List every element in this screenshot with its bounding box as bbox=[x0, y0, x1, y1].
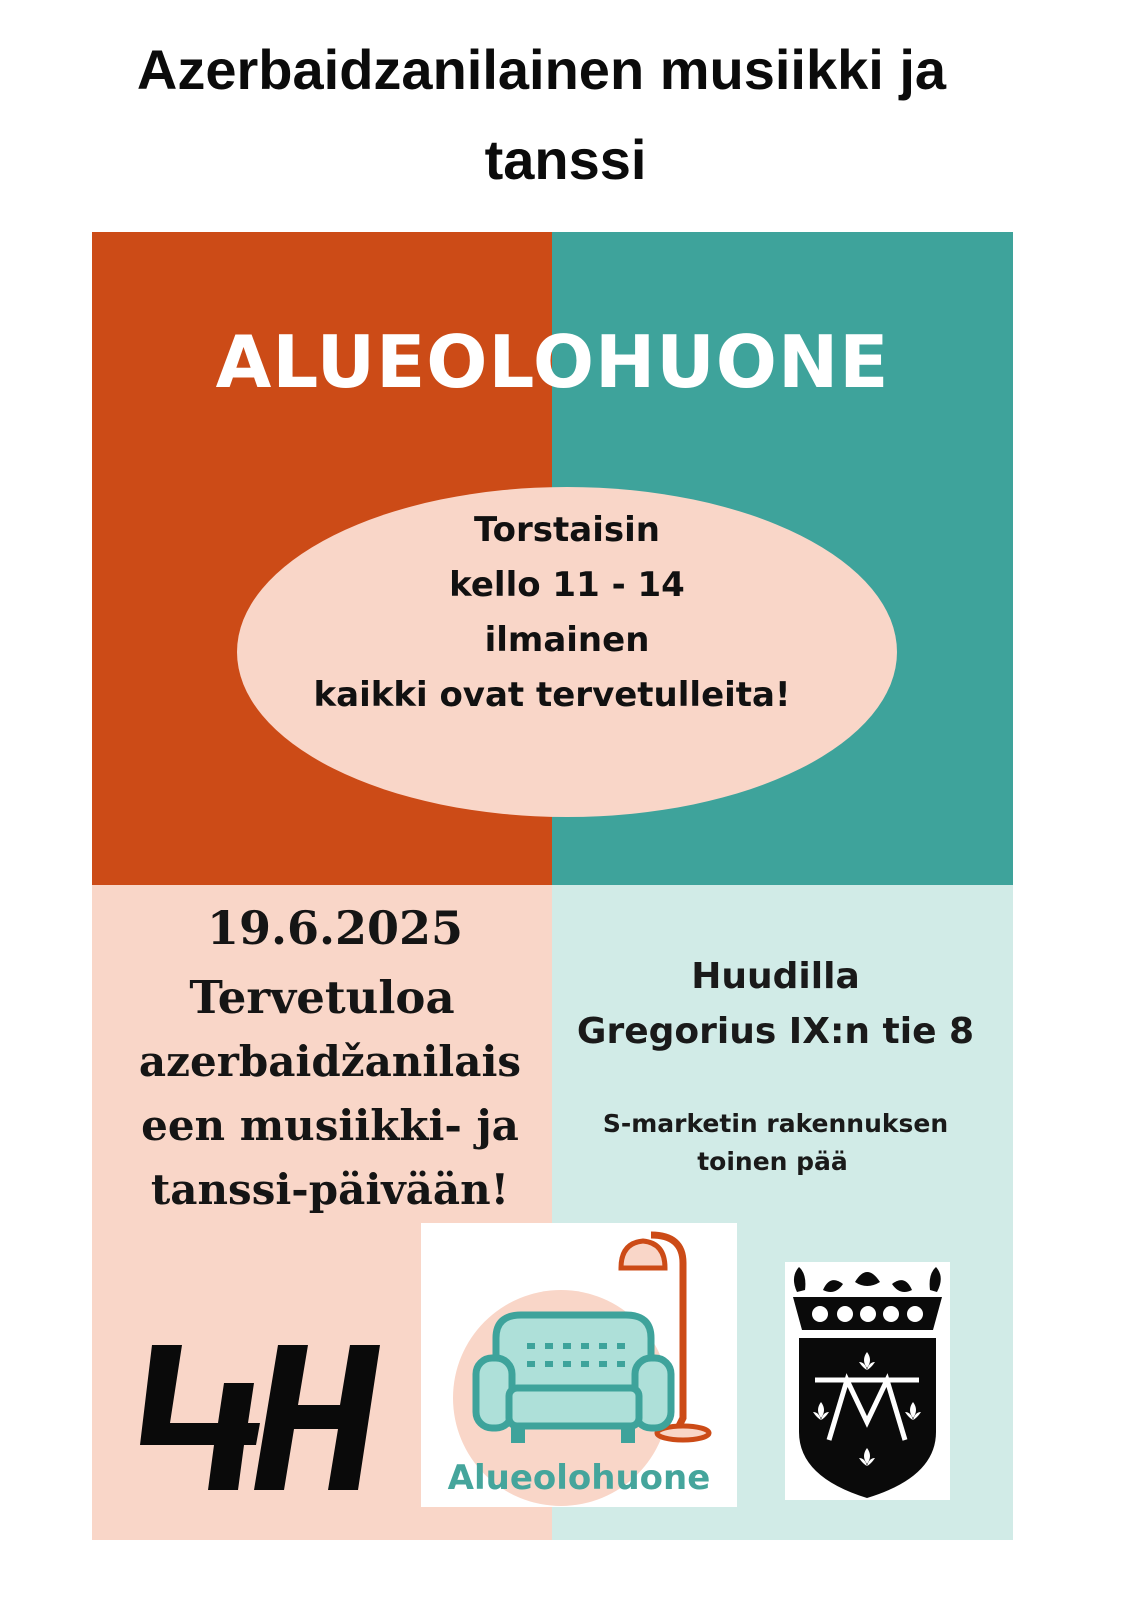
info-day: Torstaisin bbox=[474, 510, 660, 550]
page-title-line-2: tanssi bbox=[484, 128, 647, 191]
alueolohuone-logo-text: Alueolohuone bbox=[447, 1458, 711, 1498]
location-place: Huudilla bbox=[691, 956, 860, 997]
event-text-line-1: Tervetuloa bbox=[189, 971, 455, 1024]
event-text-line-2: azerbaidžanilais bbox=[138, 1037, 522, 1086]
location-note-line-1: S-marketin rakennuksen bbox=[602, 1109, 949, 1138]
page-title-line-1: Azerbaidzanilainen musiikki ja bbox=[136, 38, 947, 101]
coat-of-arms-icon bbox=[785, 1262, 950, 1500]
location-note-line-2: toinen pää bbox=[697, 1147, 848, 1176]
info-time: kello 11 - 14 bbox=[449, 565, 685, 605]
location-address: Gregorius IX:n tie 8 bbox=[576, 1011, 975, 1052]
event-date: 19.6.2025 bbox=[206, 901, 464, 955]
event-text-line-4: tanssi-päivään! bbox=[150, 1165, 510, 1214]
event-text-line-3: een musiikki- ja bbox=[141, 1101, 519, 1150]
poster-title: ALUEOLOHUONE bbox=[215, 320, 890, 404]
info-price: ilmainen bbox=[484, 620, 650, 660]
4h-logo bbox=[140, 1345, 380, 1490]
info-welcome: kaikki ovat tervetulleita! bbox=[313, 675, 791, 715]
